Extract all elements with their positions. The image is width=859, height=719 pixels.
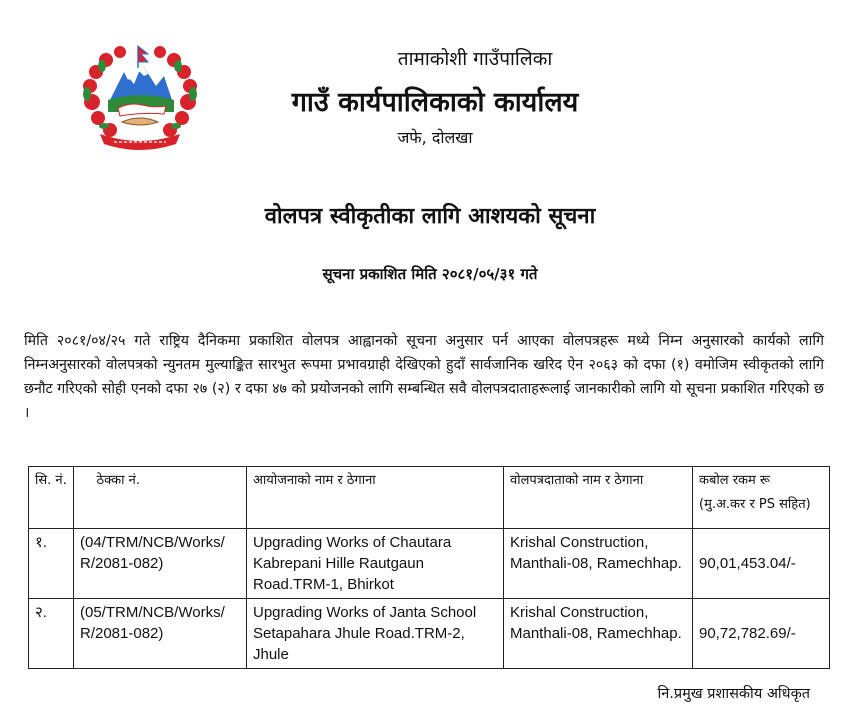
header-amount-label: कबोल रकम रू bbox=[699, 473, 771, 488]
header-sn: सि. नं. bbox=[29, 467, 74, 529]
cell-project: Upgrading Works of Chautara Kabrepani Hille Rautgaun Road.TRM-1, Bhirkot bbox=[247, 529, 504, 599]
header-contract bbox=[74, 467, 247, 529]
cell-project: Upgrading Works of Janta School Setapahara Jhule Road.TRM-2, Jhule bbox=[247, 599, 504, 669]
cell-sn: २. bbox=[29, 599, 74, 669]
published-date: सूचना प्रकाशित मिति २०८१/०५/३१ गते bbox=[322, 265, 538, 283]
notice-body: मिति २०८१/०४/२५ गते राष्ट्रिय दैनिकमा प्रकाशित वोलपत्र आह्वानको सूचना अनुसार पर्न आएका वोलपत्रहरू मध्ये निम्न अनुसारको कार्यको लागि निम्नअनुसारको वोलपत्रको न्युनतम मुल्याङ्कित सारभुत रूपमा प्रभावग्राही देखिएको हुदाँ सार्वजानिक खरिद ऐन २०६३ को दफा (१) वमोजिम स्वीकृतको लागि छनौट गरिएको सोही एनको दफा २७ (२) र दफा ४७ को प्रयोजनको लागि सम्बन्धित सवै वोलपत्रदाताहरूलाई जानकारीको लागि यो सूचना प्रकाशित गरिएको छ । bbox=[24, 333, 824, 421]
cell-bidder: Krishal Construction, Manthali-08, Ramechhap. bbox=[504, 599, 693, 669]
table-header-row bbox=[29, 467, 830, 529]
cell-contract: (05/TRM/NCB/Works/ R/2081-082) bbox=[74, 599, 247, 669]
cell-sn: १. bbox=[29, 529, 74, 599]
cell-bidder: Krishal Construction, Manthali-08, Ramechhap. bbox=[504, 529, 693, 599]
office-address: जफे, दोलखा bbox=[397, 128, 473, 147]
header-amount bbox=[693, 467, 830, 529]
notice-title: वोलपत्र स्वीकृतीका लागि आशयको सूचना bbox=[264, 204, 596, 229]
signatory-title: नि.प्रमुख प्रशासकीय अधिकृत bbox=[657, 686, 810, 702]
cell-contract: (04/TRM/NCB/Works/ R/2081-082) bbox=[74, 529, 247, 599]
header-amount-note: (मु.अ.कर र PS सहित) bbox=[699, 497, 811, 512]
cell-amount: 90,01,453.04/- bbox=[693, 529, 830, 599]
municipality-name: तामाकोशी गाउँपालिका bbox=[397, 48, 553, 70]
table-row bbox=[29, 529, 830, 599]
header-contract-label: ठेक्का नं. bbox=[96, 473, 140, 488]
office-name: गाउँ कार्यपालिकाको कार्यालय bbox=[291, 87, 579, 118]
header-bidder: वोलपत्रदाताको नाम र ठेगाना bbox=[504, 467, 693, 529]
cell-amount: 90,72,782.69/- bbox=[693, 599, 830, 669]
nepal-emblem-icon bbox=[78, 42, 202, 154]
bid-table bbox=[28, 466, 830, 669]
header-project: आयोजनाको नाम र ठेगाना bbox=[247, 467, 504, 529]
table-row bbox=[29, 599, 830, 669]
